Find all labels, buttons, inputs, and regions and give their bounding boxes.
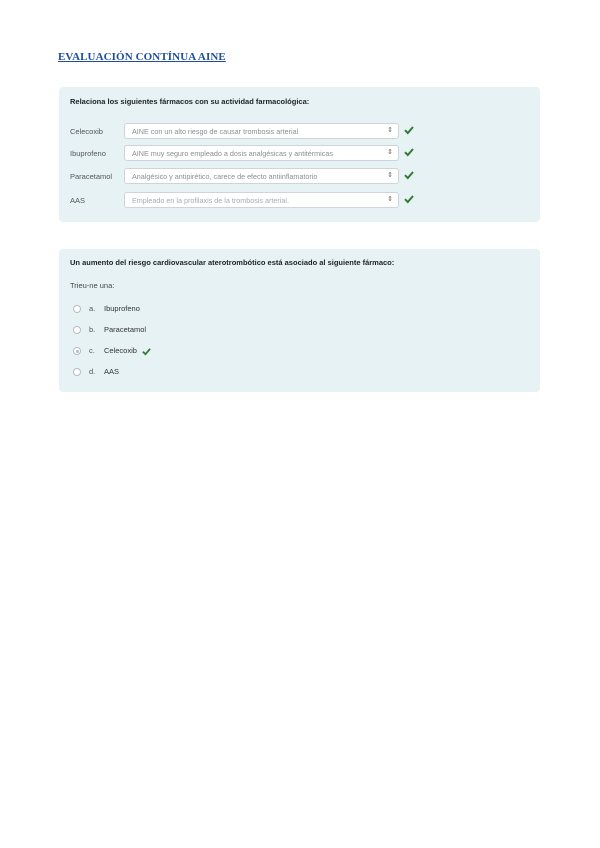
- select-arrows-icon: ⇕: [387, 127, 393, 134]
- question-card-matching: [59, 87, 540, 222]
- check-icon: [404, 147, 414, 157]
- check-icon: [404, 170, 414, 180]
- radio-button[interactable]: [73, 368, 81, 376]
- option-text: AAS: [104, 367, 120, 376]
- option-text: Paracetamol: [104, 325, 147, 334]
- match-row-paracetamol: [70, 167, 530, 187]
- select-value: Empleado en la profilaxis de la trombosis arterial.: [132, 196, 290, 205]
- radio-button[interactable]: [73, 326, 81, 334]
- answer-select[interactable]: [124, 145, 399, 161]
- option-letter: d.: [89, 367, 96, 376]
- match-row-celecoxib: [70, 122, 530, 142]
- question-text: Relaciona los siguientes fármacos con su actividad farmacológica:: [70, 97, 310, 106]
- radio-button-selected[interactable]: [73, 347, 81, 355]
- option-letter: a.: [89, 304, 96, 313]
- select-arrows-icon: ⇕: [387, 196, 393, 203]
- option-text: Ibuprofeno: [104, 304, 140, 313]
- option-b[interactable]: [70, 324, 370, 338]
- match-label: Celecoxib: [70, 127, 103, 136]
- option-letter: c.: [89, 346, 95, 355]
- radio-button[interactable]: [73, 305, 81, 313]
- answer-select[interactable]: [124, 123, 399, 139]
- page-title: EVALUACIÓN CONTÍNUA AINE: [58, 51, 226, 63]
- select-value: Analgésico y antipirético, carece de efecto antiinflamatorio: [132, 172, 318, 181]
- check-icon: [404, 194, 414, 204]
- answer-prompt: Trieu-ne una:: [70, 281, 115, 290]
- check-icon: [404, 125, 414, 135]
- select-arrows-icon: ⇕: [387, 172, 393, 179]
- option-letter: b.: [89, 325, 96, 334]
- select-arrows-icon: ⇕: [387, 149, 393, 156]
- question-text: Un aumento del riesgo cardiovascular aterotrombótico está asociado al siguiente fármaco:: [70, 258, 395, 267]
- match-label: Paracetamol: [70, 172, 113, 181]
- option-a[interactable]: [70, 303, 370, 317]
- match-label: Ibuprofeno: [70, 149, 106, 158]
- answer-select[interactable]: [124, 192, 399, 208]
- option-c[interactable]: [70, 345, 370, 359]
- select-value: AINE muy seguro empleado a dosis analgésicas y antitérmicas: [132, 149, 333, 158]
- answer-select[interactable]: [124, 168, 399, 184]
- match-row-aas: [70, 191, 530, 211]
- select-value: AINE con un alto riesgo de causar trombosis arterial: [132, 127, 299, 136]
- option-text: Celecoxib: [104, 346, 137, 355]
- option-d[interactable]: [70, 366, 370, 380]
- match-row-ibuprofeno: [70, 144, 530, 164]
- check-icon: [142, 347, 151, 356]
- question-card-multichoice: [59, 249, 540, 392]
- match-label: AAS: [70, 196, 86, 205]
